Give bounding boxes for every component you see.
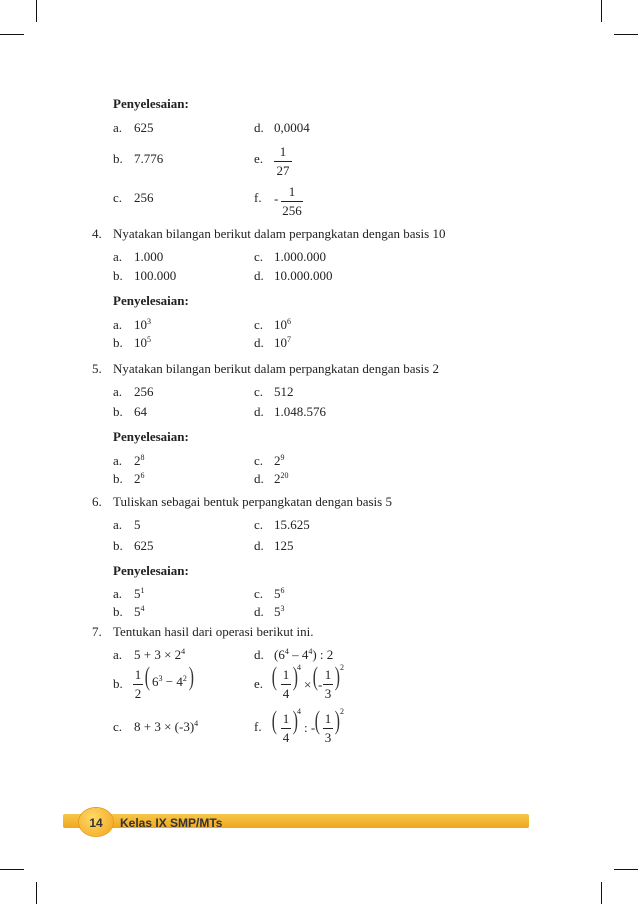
denominator: 27	[276, 163, 290, 178]
numerator: 1	[324, 711, 332, 726]
question-text: Tuliskan sebagai bentuk perpangkatan dengan basis 5	[113, 494, 392, 509]
exponent: 4	[308, 647, 313, 656]
item-label: b.	[113, 404, 123, 419]
numerator: 1	[282, 711, 290, 726]
item-label: b.	[113, 604, 123, 619]
numerator: 1	[324, 667, 332, 682]
item-value: 0,0004	[274, 120, 310, 135]
fraction	[274, 145, 292, 177]
page-number: 14	[89, 816, 103, 830]
right-paren: )	[334, 706, 340, 735]
expression-text: − 4	[165, 674, 183, 689]
base: 2	[274, 471, 281, 486]
item-value: 256	[134, 384, 154, 399]
denominator: 4	[282, 686, 290, 701]
numerator: 1	[288, 184, 296, 199]
fraction	[281, 712, 291, 744]
item-label: b.	[113, 676, 123, 691]
item-label: a.	[113, 317, 123, 332]
item-value: 625	[134, 120, 154, 135]
power-expression	[274, 454, 285, 467]
right-paren: )	[292, 706, 298, 735]
operator: ×	[304, 677, 312, 692]
item-label: b.	[113, 538, 123, 553]
denominator: 3	[324, 686, 332, 701]
expression	[134, 648, 185, 661]
item-label: c.	[254, 249, 264, 264]
exponent: 3	[280, 604, 285, 613]
exponent: 4	[284, 647, 289, 656]
question-number: 4.	[92, 226, 102, 241]
power-expression	[274, 318, 291, 331]
right-paren: )	[188, 662, 194, 691]
fraction	[323, 712, 333, 744]
item-label: f.	[254, 719, 262, 734]
base: 5	[134, 604, 141, 619]
item-label: a.	[113, 249, 123, 264]
item-label: e.	[254, 151, 264, 166]
exponent: 8	[140, 453, 145, 462]
base: 10	[274, 317, 287, 332]
expression-text: (6	[274, 647, 285, 662]
item-label: d.	[254, 120, 264, 135]
item-value: 64	[134, 404, 147, 419]
item-value: 15.625	[274, 517, 310, 532]
minus-sign: -	[318, 677, 323, 692]
left-paren: (	[314, 706, 320, 735]
power-expression	[274, 336, 291, 349]
exponent: 5	[147, 335, 151, 344]
numerator: 1	[134, 667, 142, 682]
item-label: e.	[254, 676, 264, 691]
item-label: a.	[113, 517, 123, 532]
base: 2	[134, 471, 141, 486]
crop-mark	[614, 869, 638, 870]
exponent: 6	[287, 317, 291, 326]
exponent: 9	[280, 453, 285, 462]
expression-text: 8 + 3 × (-3)	[134, 719, 195, 734]
item-label: c.	[254, 586, 264, 601]
crop-mark	[601, 0, 602, 22]
item-value: 10.000.000	[274, 268, 333, 283]
exponent: 4	[297, 707, 301, 716]
exponent: 4	[297, 663, 301, 672]
item-label: d.	[254, 604, 264, 619]
power-expression	[134, 454, 145, 467]
item-label: a.	[113, 453, 123, 468]
exponent: 2	[182, 674, 187, 683]
left-paren: (	[271, 706, 277, 735]
question-number: 5.	[92, 361, 102, 376]
exponent: 1	[140, 586, 145, 595]
exponent: 4	[140, 604, 145, 613]
exponent: 6	[280, 586, 285, 595]
crop-mark	[36, 882, 37, 904]
base: 10	[274, 335, 287, 350]
item-label: b.	[113, 335, 123, 350]
right-paren: )	[334, 662, 340, 691]
denominator: 2	[134, 686, 142, 701]
power-expression	[274, 472, 289, 485]
item-value: 100.000	[134, 268, 177, 283]
item-label: d.	[254, 268, 264, 283]
power-expression	[134, 587, 145, 600]
fraction-bar	[323, 728, 333, 729]
item-label: d.	[254, 335, 264, 350]
left-paren: (	[271, 662, 277, 691]
crop-mark	[0, 34, 24, 35]
item-label: f.	[254, 190, 262, 205]
left-paren: (	[312, 662, 318, 691]
crop-mark	[614, 34, 638, 35]
item-value: 1.048.576	[274, 404, 326, 419]
fraction-bar	[281, 201, 303, 202]
solution-heading: Penyelesaian:	[113, 293, 189, 308]
item-label: d.	[254, 471, 264, 486]
item-label: c.	[113, 190, 123, 205]
fraction	[133, 668, 143, 700]
denominator: 4	[282, 730, 290, 745]
denominator: 256	[282, 203, 302, 218]
minus-sign: -	[274, 191, 279, 206]
power-expression	[134, 318, 151, 331]
crop-mark	[601, 882, 602, 904]
item-value: 512	[274, 384, 294, 399]
item-label: c.	[254, 384, 264, 399]
item-value: 5	[134, 517, 141, 532]
numerator: 1	[279, 144, 287, 159]
question-text: Tentukan hasil dari operasi berikut ini.	[113, 624, 314, 639]
item-label: a.	[113, 586, 123, 601]
base: 5	[274, 604, 281, 619]
power-expression	[134, 605, 145, 618]
exponent: 2	[340, 707, 344, 716]
base: 2	[274, 453, 281, 468]
expression-text: ) : 2	[312, 647, 334, 662]
exponent: 4	[181, 647, 186, 656]
question-text: Nyatakan bilangan berikut dalam perpangkatan dengan basis 10	[113, 226, 446, 241]
item-label: a.	[113, 647, 123, 662]
item-value: 7.776	[134, 151, 164, 166]
operator: : -	[304, 720, 316, 735]
item-label: b.	[113, 471, 123, 486]
exponent: 3	[147, 317, 151, 326]
item-label: b.	[113, 151, 123, 166]
item-value: 125	[274, 538, 294, 553]
expression-text: 5 + 3 × 2	[134, 647, 182, 662]
expression-text: – 4	[288, 647, 309, 662]
exponent: 7	[287, 335, 291, 344]
expression	[152, 675, 187, 688]
solution-heading: Penyelesaian:	[113, 429, 189, 444]
power-expression	[134, 472, 145, 485]
base: 5	[274, 586, 281, 601]
expression	[274, 648, 333, 661]
fraction	[281, 668, 291, 700]
crop-mark	[36, 0, 37, 22]
exponent: 3	[158, 674, 163, 683]
footer-title: Kelas IX SMP/MTs	[120, 816, 223, 830]
fraction	[323, 668, 333, 700]
power-expression	[274, 605, 285, 618]
fraction-bar	[323, 684, 333, 685]
denominator: 3	[324, 730, 332, 745]
exponent: 2	[340, 663, 344, 672]
item-label: c.	[113, 719, 123, 734]
base: 5	[134, 586, 141, 601]
item-label: a.	[113, 120, 123, 135]
item-value: 256	[134, 190, 154, 205]
exponent: 4	[194, 719, 199, 728]
question-number: 7.	[92, 624, 102, 639]
base: 2	[134, 453, 141, 468]
item-label: c.	[254, 517, 264, 532]
exponent: 6	[140, 471, 145, 480]
item-label: c.	[254, 453, 264, 468]
right-paren: )	[292, 662, 298, 691]
item-label: b.	[113, 268, 123, 283]
exponent: 20	[280, 471, 289, 480]
fraction-bar	[274, 161, 292, 162]
solution-heading: Penyelesaian:	[113, 563, 189, 578]
base: 10	[134, 317, 147, 332]
item-label: a.	[113, 384, 123, 399]
fraction	[281, 185, 303, 217]
item-label: d.	[254, 647, 264, 662]
item-value: 625	[134, 538, 154, 553]
expression	[134, 720, 198, 733]
crop-mark	[0, 869, 24, 870]
question-number: 6.	[92, 494, 102, 509]
fraction-bar	[133, 684, 143, 685]
item-value: 1.000.000	[274, 249, 326, 264]
item-label: d.	[254, 538, 264, 553]
power-expression	[134, 336, 151, 349]
fraction-bar	[281, 684, 291, 685]
item-value: 1.000	[134, 249, 164, 264]
fraction-bar	[281, 728, 291, 729]
question-text: Nyatakan bilangan berikut dalam perpangkatan dengan basis 2	[113, 361, 439, 376]
base: 10	[134, 335, 147, 350]
solution-heading: Penyelesaian:	[113, 96, 189, 111]
power-expression	[274, 587, 285, 600]
numerator: 1	[282, 667, 290, 682]
item-label: d.	[254, 404, 264, 419]
left-paren: (	[144, 662, 150, 691]
base: 6	[152, 674, 159, 689]
item-label: c.	[254, 317, 264, 332]
